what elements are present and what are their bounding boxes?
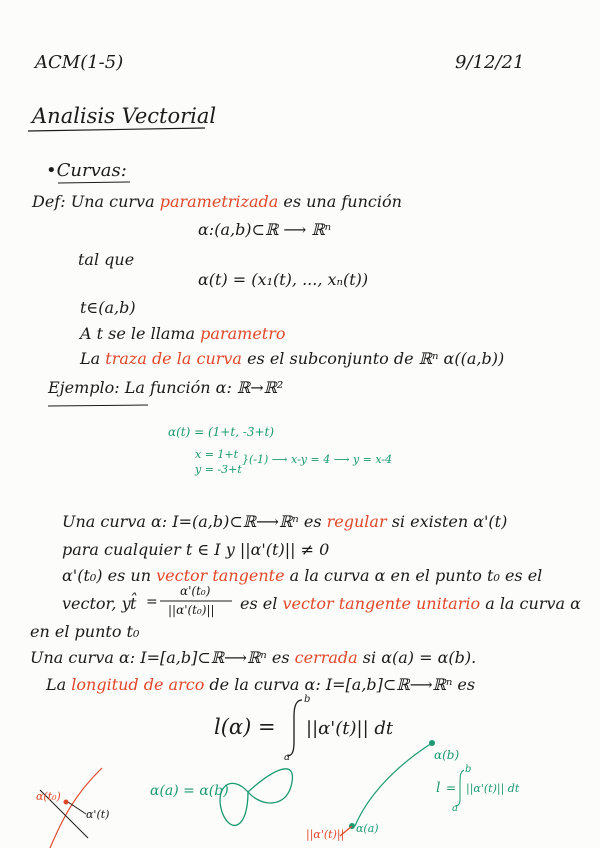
integral-lhs: l(α) = <box>214 715 276 739</box>
arc-end-point <box>429 740 435 746</box>
longitud-keyword: longitud de arco <box>71 675 205 694</box>
section-heading: •Curvas: <box>46 160 127 181</box>
tangente-line-1 <box>62 566 542 585</box>
sketch-point-label: α(t₀) <box>36 790 61 803</box>
sketch-arc-l: l <box>436 780 441 796</box>
tangente-text-3: es el <box>240 594 278 613</box>
definition-line <box>32 192 402 211</box>
fraction-denominator: ||α'(t₀)|| <box>168 603 215 617</box>
arc-curve <box>355 743 432 826</box>
def-prefix: Def: <box>32 192 66 211</box>
tangente-text-4: a la curva α <box>485 594 581 613</box>
regular-text-2: si existen α'(t) <box>391 512 508 531</box>
def-text-2: es una función <box>283 192 402 211</box>
sketch-arc-eq: = <box>446 781 457 795</box>
traza-text-1: La <box>80 349 101 368</box>
page-title: Analisis Vectorial <box>32 104 217 128</box>
tangente-eq: = <box>146 594 158 610</box>
parametro-text: A t se le llama <box>80 324 196 343</box>
date: 9/12/21 <box>455 52 525 73</box>
title-underline <box>28 128 205 131</box>
tangente-line-2 <box>240 594 581 613</box>
cerrada-line <box>30 648 476 667</box>
section-underline <box>58 182 130 183</box>
tangent-point <box>64 800 69 805</box>
tangent-arrow <box>68 802 86 814</box>
green-example-4: }(-1) ⟶ x-y = 4 ⟶ y = x-4 <box>242 453 393 466</box>
def-talque: tal que <box>78 250 135 269</box>
parametro-line <box>80 324 286 343</box>
fraction-numerator: α'(t₀) <box>180 584 211 598</box>
longitud-text-1: La <box>46 675 67 694</box>
sketch-arc-body: ||α'(t)|| dt <box>466 782 520 795</box>
tangente-that: t̂ <box>130 594 137 613</box>
sketch-arc-top: α(b) <box>434 748 460 762</box>
sketch-vector-label: α'(t) <box>86 808 110 821</box>
tangente-keyword: vector tangente <box>156 566 285 585</box>
sketch-arc-lo: a <box>452 803 458 814</box>
integral-lower: a <box>284 752 290 763</box>
regular-line-2: para cualquier t ∈ I y ||α'(t)|| ≠ 0 <box>62 540 330 559</box>
sketch-arc-left: ||α'(t)|| <box>306 828 345 841</box>
def-map: α:(a,b)⊂ℝ ⟶ ℝⁿ <box>198 220 332 239</box>
integral-upper: b <box>304 694 311 705</box>
integral-sign <box>287 700 302 756</box>
closed-curve <box>220 769 292 826</box>
tangente-vector-text: vector, y <box>62 594 131 613</box>
regular-line-1 <box>62 512 507 531</box>
sketch-arc-hi: b <box>465 764 472 775</box>
tangente-unit-keyword: vector tangente unitario <box>282 594 481 613</box>
cerrada-text-1: Una curva α: I=[a,b]⊂ℝ⟶ℝⁿ es <box>30 648 290 667</box>
traza-keyword: traza de la curva <box>105 349 242 368</box>
longitud-line <box>46 675 475 694</box>
traza-text-2: es el subconjunto de ℝⁿ α((a,b)) <box>247 349 505 368</box>
ejemplo-label: Ejemplo: <box>48 378 120 397</box>
def-domain: t∈(a,b) <box>80 298 136 317</box>
cerrada-text-2: si α(a) = α(b). <box>362 648 477 667</box>
def-keyword: parametrizada <box>159 192 279 211</box>
ejemplo-line <box>48 378 283 397</box>
ejemplo-text: La función α: ℝ→ℝ² <box>124 378 284 397</box>
tangente-text-2: a la curva α en el punto t₀ es el <box>289 566 543 585</box>
green-example-3: y = -3+t <box>195 463 242 476</box>
cerrada-keyword: cerrada <box>294 648 358 667</box>
longitud-text-2: de la curva α: I=[a,b]⊂ℝ⟶ℝⁿ es <box>209 675 476 694</box>
def-formula: α(t) = (x₁(t), ..., xₙ(t)) <box>198 270 369 289</box>
traza-line <box>80 349 504 368</box>
integral-body: ||α'(t)|| dt <box>306 718 394 739</box>
parametro-keyword: parametro <box>200 324 286 343</box>
tangente-point-text: en el punto t₀ <box>30 622 140 641</box>
arc-integral-sign <box>455 770 464 806</box>
course-code: ACM(1-5) <box>35 52 124 73</box>
regular-keyword: regular <box>326 512 387 531</box>
green-example-2: x = 1+t <box>195 448 239 461</box>
sketch-arc-bottom: α(a) <box>356 822 379 835</box>
green-example-1: α(t) = (1+t, -3+t) <box>168 425 275 439</box>
ejemplo-underline <box>48 405 148 406</box>
sketch-closed-label: α(a) = α(b) <box>150 783 229 799</box>
regular-text-1: Una curva α: I=(a,b)⊂ℝ⟶ℝⁿ es <box>62 512 322 531</box>
tangente-text-1: α'(t₀) es un <box>62 566 151 585</box>
def-text-1: Una curva <box>70 192 155 211</box>
